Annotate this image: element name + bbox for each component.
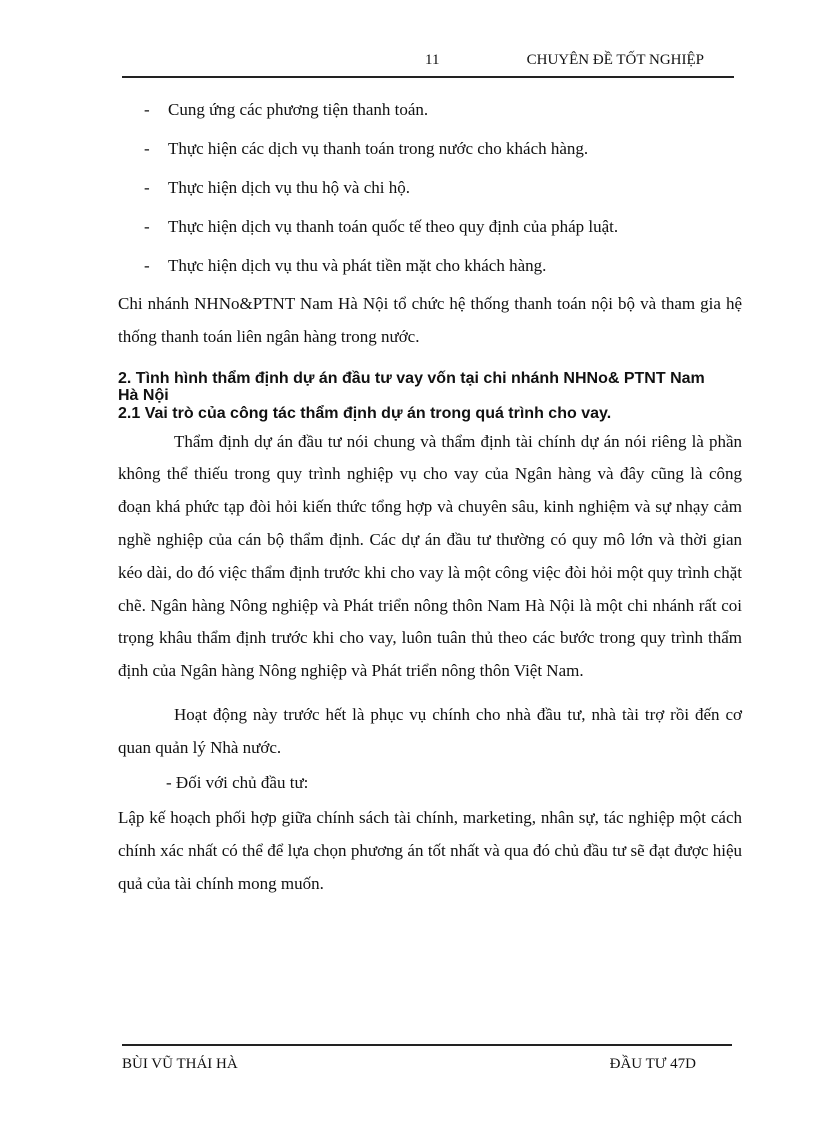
page-header — [122, 50, 734, 78]
footer-author: BÙI VŨ THÁI HÀ — [122, 1056, 238, 1072]
bullet-text: Thực hiện dịch vụ thu hộ và chi hộ. — [168, 178, 410, 197]
section-heading-2-1: 2.1 Vai trò của công tác thẩm định dự án trong quá trình cho vay. — [118, 404, 612, 422]
bullet-dash: - — [144, 178, 150, 197]
bullet-dash: - — [144, 256, 150, 275]
bullet-dash: - — [144, 139, 150, 158]
bullet-text: Thực hiện các dịch vụ thanh toán trong nước cho khách hàng. — [168, 139, 589, 158]
bullet-text: Thực hiện dịch vụ thu và phát tiền mặt cho khách hàng. — [168, 256, 547, 275]
bullet-item — [118, 98, 742, 137]
footer-class: ĐẦU TƯ 47D — [609, 1056, 696, 1072]
paragraph-investor-label: - Đối với chủ đầu tư: — [166, 772, 309, 792]
bullet-dash: - — [144, 100, 150, 119]
bullet-item — [118, 176, 742, 215]
page-content — [118, 98, 742, 901]
paragraph-activity: Hoạt động này trước hết là phục vụ chính cho nhà đầu tư, nhà tài trợ rồi đến cơ quan quản lý Nhà nước. — [118, 704, 742, 757]
bullet-item — [118, 254, 742, 280]
bullet-text: Cung ứng các phương tiện thanh toán. — [168, 100, 429, 119]
paragraph-investor: Lập kế hoạch phối hợp giữa chính sách tài chính, marketing, nhân sự, tác nghiệp một cách chính xác nhất có thể để lựa chọn phương án tốt nhất và qua đó chủ đầu tư sẽ đạt được hiệu quả của tài chính mong muốn. — [118, 808, 742, 893]
paragraph-branch: Chi nhánh NHNo&PTNT Nam Hà Nội tổ chức hệ thống thanh toán nội bộ và tham gia hệ thống thanh toán liên ngân hàng trong nước. — [118, 294, 742, 346]
section-heading-2: 2. Tình hình thẩm định dự án đầu tư vay vốn tại chi nhánh NHNo& PTNT Nam Hà Nội — [118, 369, 705, 404]
header-title: CHUYÊN ĐỀ TỐT NGHIỆP — [526, 52, 704, 68]
bullet-item — [118, 215, 742, 254]
paragraph-role: Thẩm định dự án đầu tư nói chung và thẩm định tài chính dự án nói riêng là phần không thể thiếu trong quy trình nghiệp vụ cho vay của Ngân hàng và đây cũng là công đoạn khá phức tạp đòi hỏi kiến thức tổng hợp và chuyên sâu, kinh nghiệm và sự nhạy cảm nghề nghiệp của cán bộ thẩm định. Các dự án đầu tư thường có quy mô lớn và thời gian kéo dài, do đó việc thẩm định trước khi cho vay là một công việc đòi hỏi một quy trình chặt chẽ. Ngân hàng Nông nghiệp và Phát triển nông thôn Nam Hà Nội là một chi nhánh rất coi trọng khâu thẩm định trước khi cho vay, luôn tuân thủ theo các bước trong quy trình thẩm định của Ngân hàng Nông nghiệp và Phát triển nông thôn Việt Nam. — [118, 431, 742, 681]
page-footer — [122, 1044, 732, 1076]
bullet-text: Thực hiện dịch vụ thanh toán quốc tế theo quy định của pháp luật. — [168, 217, 619, 236]
bullet-item — [118, 137, 742, 176]
page-number: 11 — [425, 52, 440, 68]
bullet-dash: - — [144, 217, 150, 236]
